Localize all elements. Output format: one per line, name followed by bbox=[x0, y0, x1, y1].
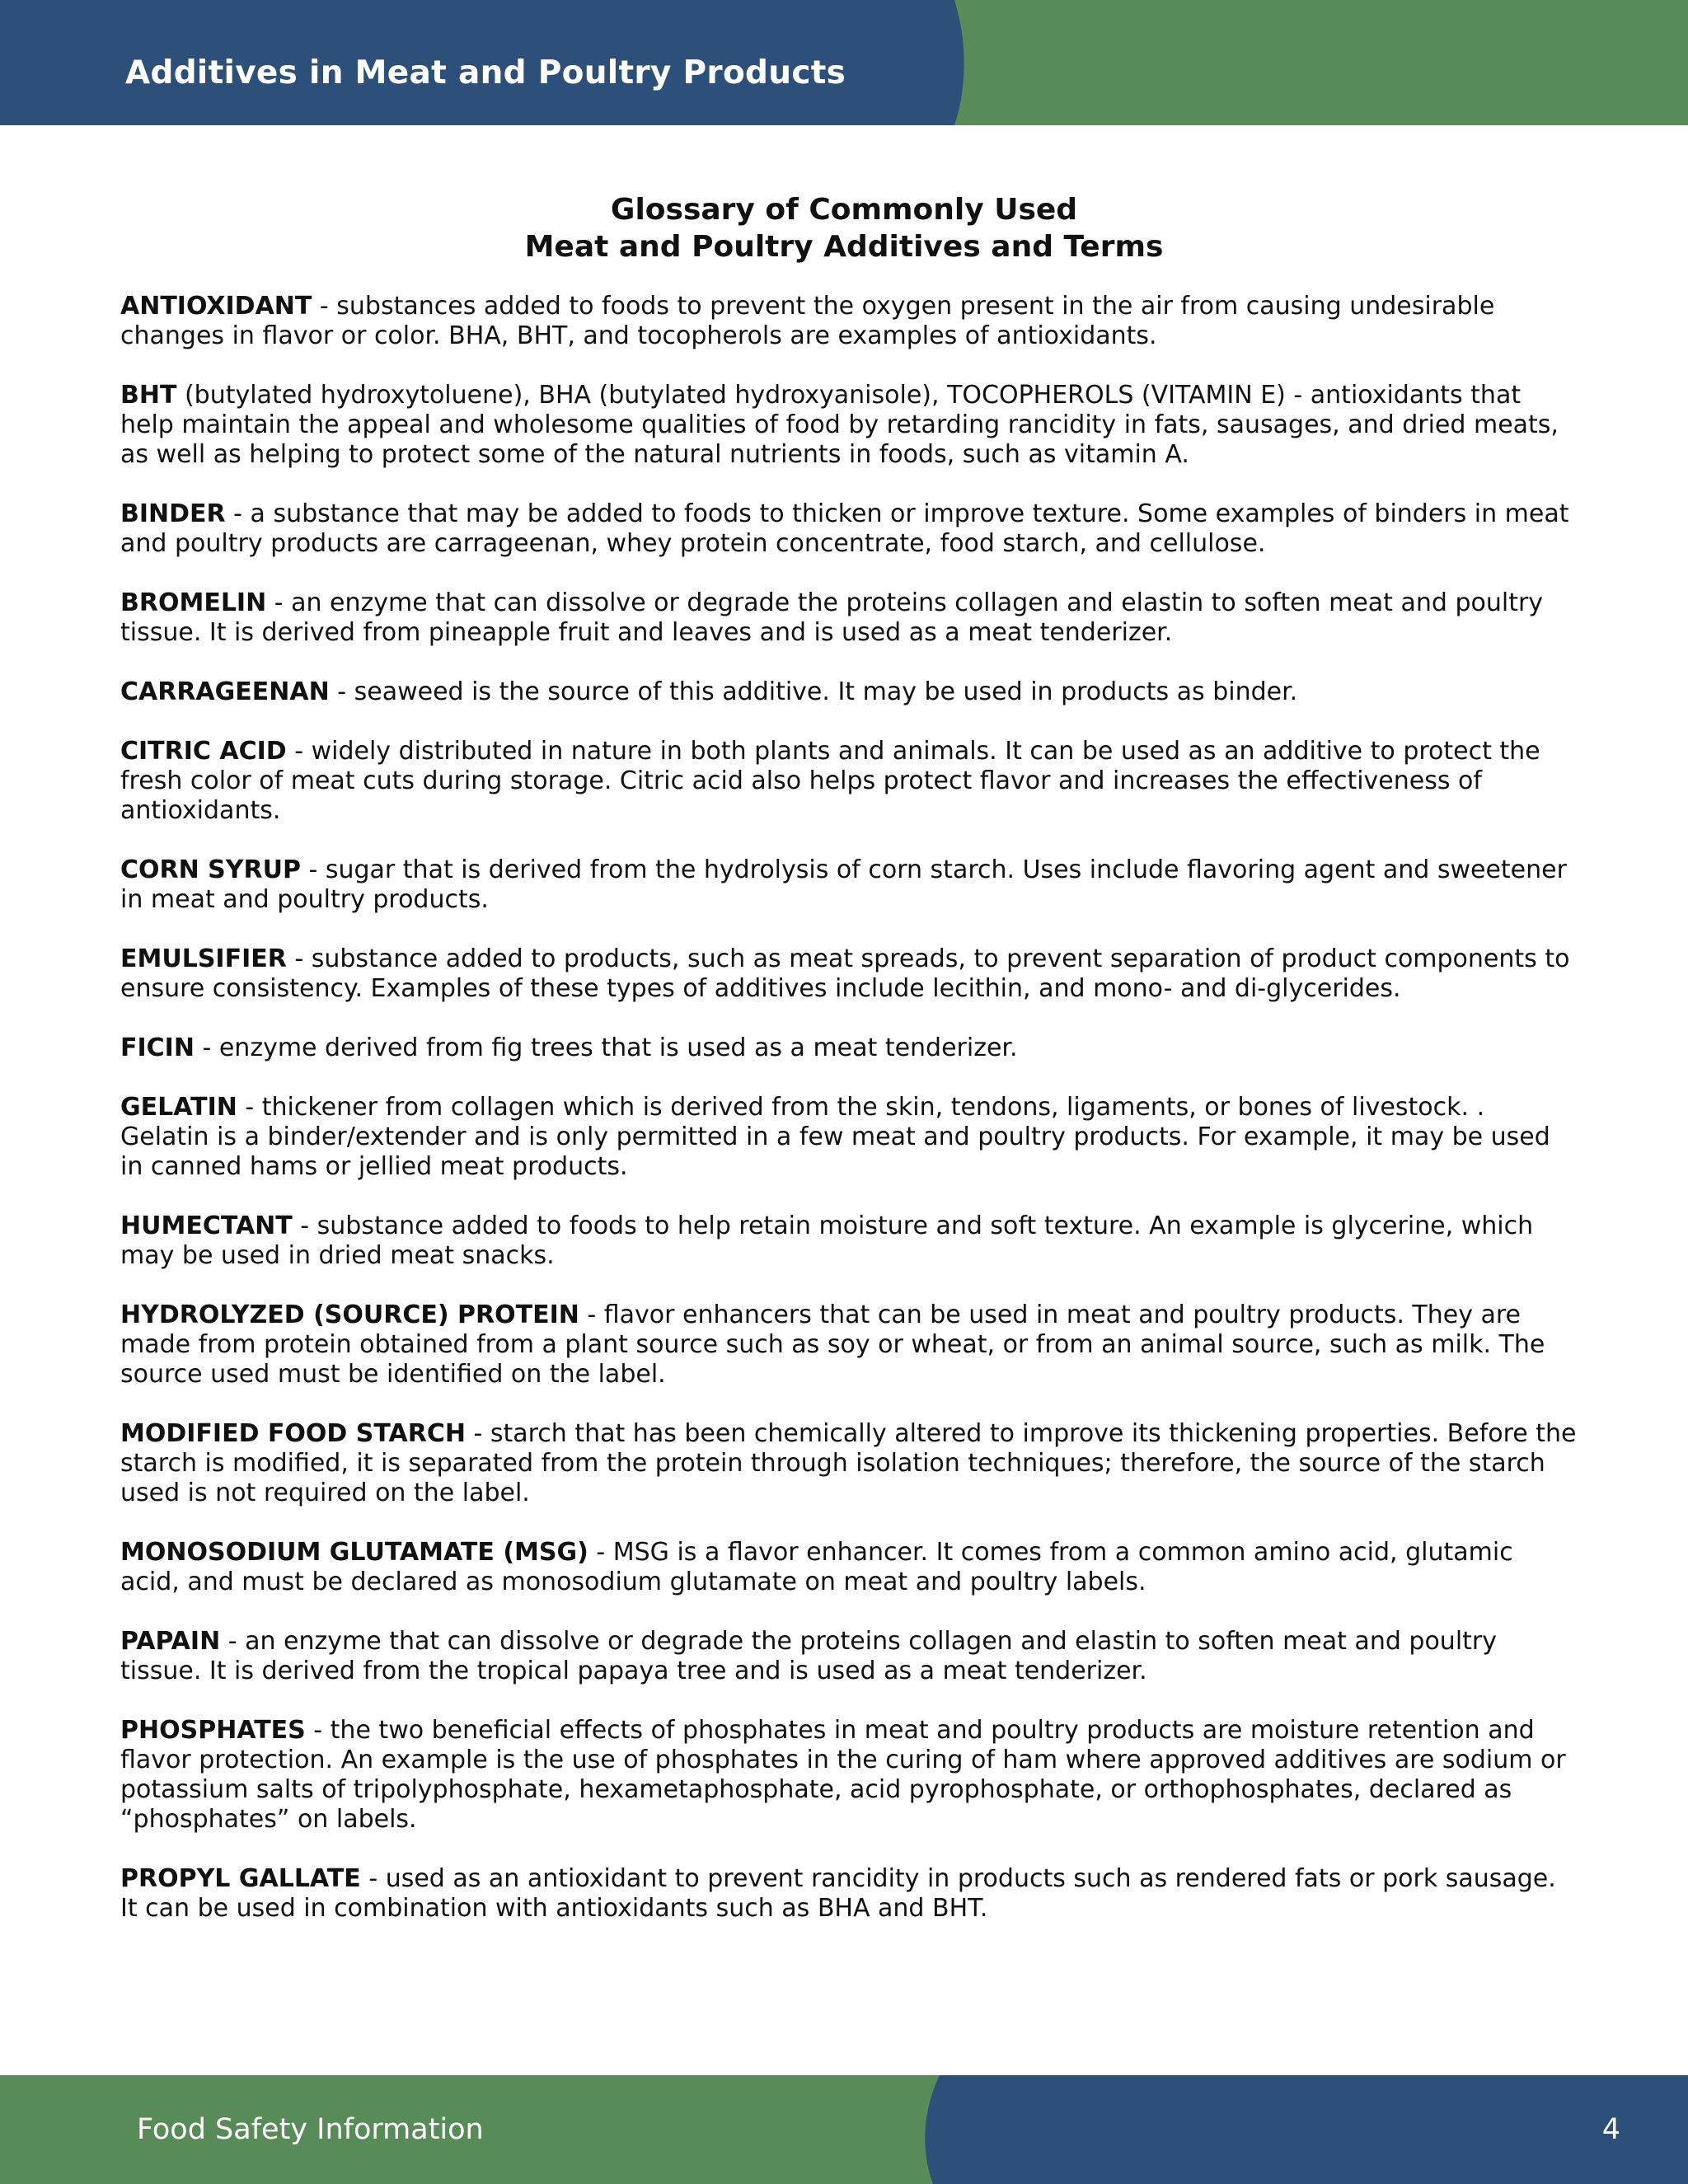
glossary-entry bbox=[120, 381, 1579, 470]
glossary-entry bbox=[120, 1627, 1579, 1686]
glossary-entry bbox=[120, 1716, 1579, 1835]
glossary-definition: - substance added to foods to help retain moisture and soft texture. An example is glycerine, which may be used in dried meat snacks. bbox=[120, 1212, 1534, 1270]
glossary-term: GELATIN bbox=[120, 1093, 237, 1122]
glossary-entry bbox=[120, 1419, 1579, 1508]
glossary-term: PHOSPHATES bbox=[120, 1716, 306, 1745]
glossary-title-line-1: Glossary of Commonly Used bbox=[610, 193, 1078, 227]
glossary-definition: - used as an antioxidant to prevent rancidity in products such as rendered fats or pork sausage. It can be used in combination with antioxidants such as BHA and BHT. bbox=[120, 1864, 1556, 1923]
glossary-term: HYDROLYZED (SOURCE) PROTEIN bbox=[120, 1301, 579, 1329]
glossary-term: MODIFIED FOOD STARCH bbox=[120, 1419, 466, 1448]
glossary-definition: - flavor enhancers that can be used in meat and poultry products. They are made from protein obtained from a plant source such as soy or wheat, or from an animal source, such as milk. The source used must be identified on the label. bbox=[120, 1301, 1545, 1389]
glossary-definition: (butylated hydroxytoluene), BHA (butylated hydroxyanisole), TOCOPHEROLS (VITAMIN E) - antioxidants that help maintain the appeal and wholesome qualities of food by retarding rancidity in fats, sausages, and dried meats, as well as helping to protect some of the natural nutrients in foods, such as vitamin A. bbox=[120, 381, 1559, 469]
glossary-term: PAPAIN bbox=[120, 1627, 221, 1656]
glossary-term: FICIN bbox=[120, 1033, 195, 1062]
glossary-list bbox=[120, 292, 1579, 1953]
glossary-term: CARRAGEENAN bbox=[120, 677, 330, 706]
glossary-entry bbox=[120, 677, 1579, 707]
glossary-definition: - MSG is a flavor enhancer. It comes from a common amino acid, glutamic acid, and must be declared as monosodium glutamate on meat and poultry labels. bbox=[120, 1538, 1513, 1596]
page-header bbox=[0, 0, 1688, 125]
glossary-term: CITRIC ACID bbox=[120, 737, 287, 766]
glossary-definition: - an enzyme that can dissolve or degrade the proteins collagen and elastin to soften meat and poultry tissue. It is derived from the tropical papaya tree and is used as a meat tenderizer. bbox=[120, 1627, 1498, 1685]
header-title: Additives in Meat and Poultry Products bbox=[125, 54, 846, 91]
glossary-term: EMULSIFIER bbox=[120, 944, 287, 973]
glossary-entry bbox=[120, 588, 1579, 648]
glossary-entry bbox=[120, 855, 1579, 915]
glossary-definition: - substance added to products, such as meat spreads, to prevent separation of product components to ensure consistency. Examples of these types of additives include lecithin, and mono- and di-glycerides. bbox=[120, 944, 1570, 1003]
glossary-term: BINDER bbox=[120, 499, 226, 528]
glossary-definition: - enzyme derived from fig trees that is used as a meat tenderizer. bbox=[194, 1033, 1018, 1062]
glossary-definition: - a substance that may be added to foods to thicken or improve texture. Some examples of binders in meat and poultry products are carrageenan, whey protein concentrate, food starch, and cellulose. bbox=[120, 499, 1569, 558]
glossary-definition: - sugar that is derived from the hydrolysis of corn starch. Uses include flavoring agent and sweetener in meat and poultry products. bbox=[120, 855, 1567, 914]
glossary-term: BROMELIN bbox=[120, 588, 267, 617]
glossary-definition: - the two beneficial effects of phosphates in meat and poultry products are moisture retention and flavor protection. An example is the use of phosphates in the curing of ham where approved additives are sodium or potassium salts of tripolyphosphate, hexametaphosphate, acid pyrophosphate, or orthophosphates, declared as “phosphates” on labels. bbox=[120, 1716, 1566, 1834]
glossary-entry bbox=[120, 1212, 1579, 1271]
page-number: 4 bbox=[1601, 2113, 1620, 2146]
glossary-term: ANTIOXIDANT bbox=[120, 292, 312, 321]
glossary-term: CORN SYRUP bbox=[120, 855, 301, 884]
glossary-entry bbox=[120, 737, 1579, 826]
glossary-entry bbox=[120, 1301, 1579, 1390]
glossary-entry bbox=[120, 1093, 1579, 1182]
glossary-entry bbox=[120, 944, 1579, 1004]
footer-label: Food Safety Information bbox=[137, 2113, 484, 2146]
glossary-term: PROPYL GALLATE bbox=[120, 1864, 361, 1893]
glossary-term: HUMECTANT bbox=[120, 1212, 293, 1240]
glossary-title bbox=[0, 191, 1688, 265]
glossary-entry bbox=[120, 1033, 1579, 1063]
glossary-entry bbox=[120, 292, 1579, 351]
glossary-definition: - widely distributed in nature in both plants and animals. It can be used as an additive to protect the fresh color of meat cuts during storage. Citric acid also helps protect flavor and increases the effectiveness of antioxidants. bbox=[120, 737, 1540, 825]
glossary-definition: - thickener from collagen which is derived from the skin, tendons, ligaments, or bones of livestock. . Gelatin is a binder/extender and is only permitted in a few meat and poultry products. For example, it may be used in canned hams or jellied meat products. bbox=[120, 1093, 1550, 1181]
glossary-definition: - starch that has been chemically altered to improve its thickening properties. Before the starch is modified, it is separated from the protein through isolation techniques; therefore, the source of the starch used is not required on the label. bbox=[120, 1419, 1577, 1507]
glossary-entry bbox=[120, 1538, 1579, 1597]
glossary-definition: - an enzyme that can dissolve or degrade the proteins collagen and elastin to soften meat and poultry tissue. It is derived from pineapple fruit and leaves and is used as a meat tenderizer. bbox=[120, 588, 1544, 647]
glossary-term: MONOSODIUM GLUTAMATE (MSG) bbox=[120, 1538, 588, 1567]
glossary-title-line-2: Meat and Poultry Additives and Terms bbox=[524, 230, 1164, 264]
glossary-entry bbox=[120, 1864, 1579, 1924]
glossary-definition: - substances added to foods to prevent the oxygen present in the air from causing undesirable changes in flavor or color. BHA, BHT, and tocopherols are examples of antioxidants. bbox=[120, 292, 1495, 350]
glossary-definition: - seaweed is the source of this additive. It may be used in products as binder. bbox=[329, 677, 1298, 706]
page-footer bbox=[0, 2075, 1688, 2184]
glossary-term: BHT bbox=[120, 381, 177, 410]
glossary-entry bbox=[120, 499, 1579, 559]
